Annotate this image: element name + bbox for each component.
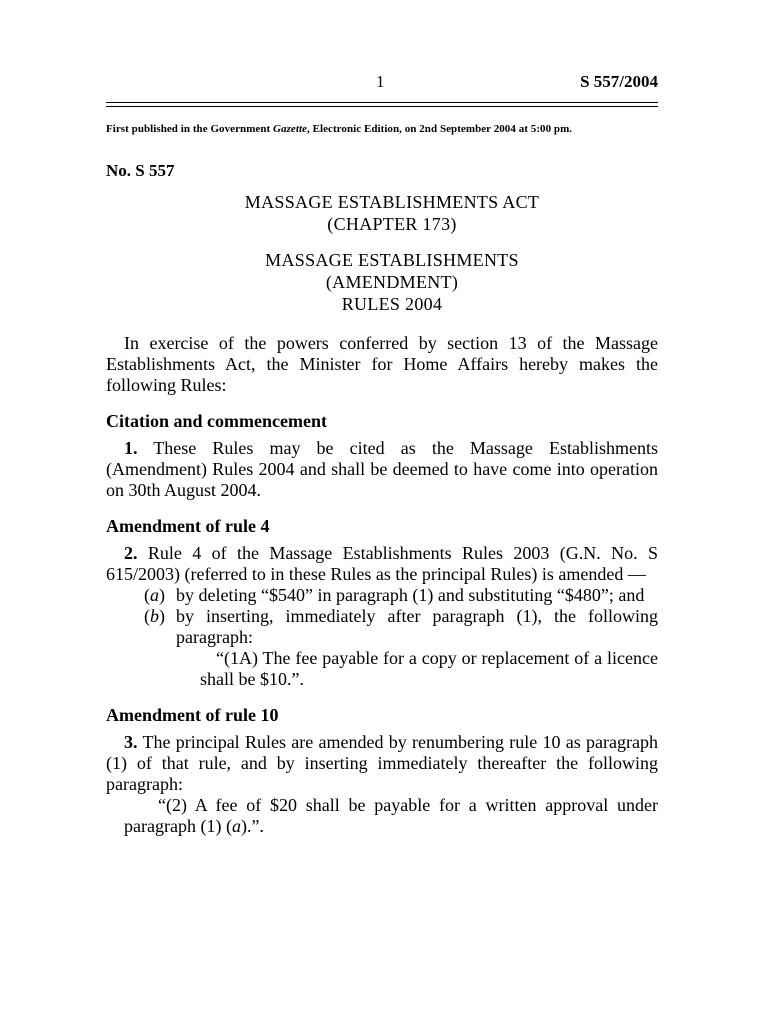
document-page <box>106 72 658 837</box>
notice-number: No. S 557 <box>106 161 175 180</box>
section-3-quote: “(2) A fee of $20 shall be payable for a written approval under paragraph (1) (a).”. <box>124 795 658 836</box>
gazette-number: S 557/2004 <box>580 72 658 91</box>
section-3-text: 3. The principal Rules are amended by renumbering rule 10 as paragraph (1) of that rule, and by inserting immediately thereafter the following paragraph: <box>106 732 658 794</box>
page-number: 1 <box>376 72 385 91</box>
section-heading-rule-4: Amendment of rule 4 <box>106 516 270 536</box>
section-heading-rule-10: Amendment of rule 10 <box>106 705 279 725</box>
preamble: In exercise of the powers conferred by section 13 of the Massage Establishments Act, the Minister for Home Affairs hereby makes the following Rules: <box>106 333 658 395</box>
page-header <box>106 72 658 96</box>
header-rule-bottom <box>106 106 658 107</box>
publication-note: First published in the Government Gazette, Electronic Edition, on 2nd September 2004 at 5:00 pm. <box>106 123 573 135</box>
section-1-text: 1. These Rules may be cited as the Massage Establishments (Amendment) Rules 2004 and shall be deemed to have come into operation on 30th August 2004. <box>106 438 658 500</box>
header-rule-top <box>106 102 658 103</box>
section-2-item-b: (b) by inserting, immediately after paragraph (1), the following paragraph: <box>144 606 658 647</box>
act-title: MASSAGE ESTABLISHMENTS ACT (CHAPTER 173) <box>244 192 540 234</box>
section-2-text: 2. Rule 4 of the Massage Establishments Rules 2003 (G.N. No. S 615/2003) (referred to in these Rules as the principal Rules) is amended — <box>106 543 658 584</box>
section-2-item-a: (a) by deleting “$540” in paragraph (1) and substituting “$480”; and <box>144 585 645 605</box>
section-2-quote: “(1A) The fee payable for a copy or replacement of a licence shall be $10.”. <box>200 648 658 689</box>
rules-title: MASSAGE ESTABLISHMENTS (AMENDMENT) RULES 2004 <box>265 250 519 314</box>
section-heading-citation: Citation and commencement <box>106 411 327 431</box>
